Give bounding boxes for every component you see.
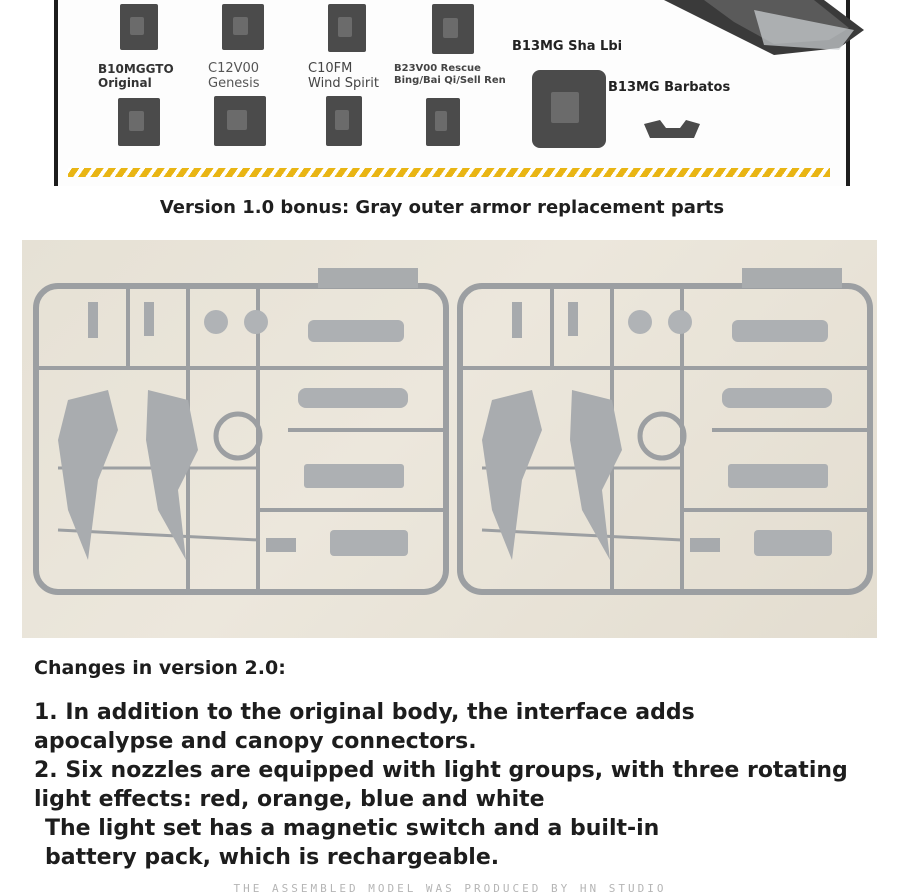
label-genesis-name: Genesis: [208, 76, 260, 91]
label-rescue-name: Bing/Bai Qi/Sell Ren: [394, 75, 506, 86]
bonus-caption: Version 1.0 bonus: Gray outer armor replacement parts: [159, 197, 725, 218]
changes-line-4: light effects: red, orange, blue and white: [34, 787, 545, 812]
connector-part-barbatos-bracket: [642, 118, 702, 140]
studio-footer: THE ASSEMBLED MODEL WAS PRODUCED BY HN STUDIO: [233, 882, 667, 895]
changes-line-2: apocalypse and canopy connectors.: [34, 729, 477, 754]
connector-part-rescue-top: [432, 4, 474, 54]
label-rescue-code: B23V00 Rescue: [394, 63, 481, 74]
changes-line-3: 2. Six nozzles are equipped with light groups, with three rotating: [34, 758, 848, 783]
panel-border-left: [54, 0, 58, 186]
changes-line-5: The light set has a magnetic switch and a built-in: [45, 816, 660, 841]
label-sha-lbi: B13MG Sha Lbi: [512, 39, 623, 54]
changes-line-6: battery pack, which is rechargeable.: [45, 845, 500, 870]
connector-part-rescue-bottom: [426, 98, 460, 146]
sprue-runners-illustration: [22, 240, 877, 638]
connector-part-wind-spirit-top: [328, 4, 366, 52]
label-original-name: Original: [98, 76, 152, 90]
connector-part-original-bottom: [118, 98, 160, 146]
label-genesis-code: C12V00: [208, 61, 260, 76]
label-wind-spirit-code: C10FM: [308, 61, 353, 76]
sprue-photo: [22, 240, 877, 638]
label-genesis: [208, 61, 259, 91]
connector-part-barbatos: [532, 70, 606, 148]
changes-list: [34, 698, 848, 872]
changes-title: Changes in version 2.0:: [34, 657, 286, 679]
connector-part-wind-spirit-bottom: [326, 96, 362, 146]
label-original: [98, 62, 174, 90]
connector-part-genesis-bottom: [214, 96, 266, 146]
label-wind-spirit-name: Wind Spirit: [308, 76, 379, 91]
changes-line-1: 1. In addition to the original body, the interface adds: [34, 700, 695, 725]
label-wind-spirit: [308, 61, 379, 91]
connector-part-genesis-top: [222, 4, 264, 50]
hazard-stripe-divider: [68, 168, 830, 177]
label-barbatos: B13MG Barbatos: [608, 80, 731, 95]
connector-panel: [54, 0, 850, 186]
label-original-code: B10MGGTO: [98, 62, 174, 76]
connector-part-original-top: [120, 4, 158, 50]
label-rescue: [394, 63, 506, 87]
sha-lbi-wing-part: [664, 0, 874, 55]
